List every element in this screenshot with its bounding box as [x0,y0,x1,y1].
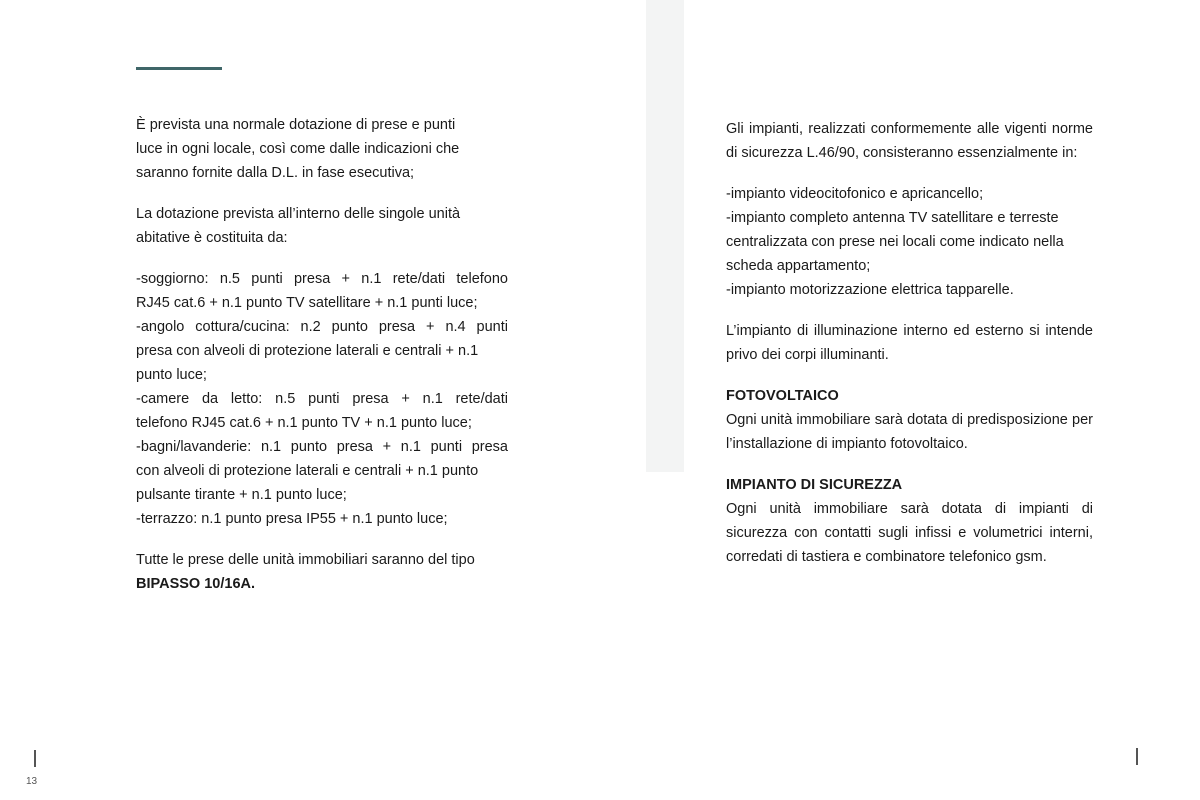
list-item: -angolo cottura/cucina: n.2 punto presa + n.4 punti [136,319,508,335]
prese-paragraph [136,548,508,596]
list-item: scheda appartamento; [726,258,871,274]
page-marker-left [34,750,36,767]
list-item: pulsante tirante + n.1 punto luce; [136,487,347,503]
list-item: RJ45 cat.6 + n.1 punto TV satellitare + n.1 punti luce; [136,295,478,311]
list-item: -impianto completo antenna TV satellitare e terreste [726,210,1059,226]
impianti-intro-paragraph: Gli impianti, realizzati conformemente alle vigenti norme di sicurezza L.46/90, consisteranno essenzialmente in: [726,121,1093,161]
right-column [726,117,1093,586]
list-item: -impianto motorizzazione elettrica tapparelle. [726,282,1014,298]
list-item: telefono RJ45 cat.6 + n.1 punto TV + n.1 punto luce; [136,415,472,431]
list-item: centralizzata con prese nei locali come indicato nella [726,234,1064,250]
sicurezza-text: Ogni unità immobiliare sarà dotata di impianti di sicurezza con contatti sugli infissi e volumetrici interni, corredati di tastiera e combinatore telefonico gsm. [726,501,1093,565]
text-line: saranno fornite dalla D.L. in fase esecutiva; [136,165,415,181]
text-line: abitative è costituita da: [136,230,288,246]
left-column [136,113,508,596]
sicurezza-heading: IMPIANTO DI SICUREZZA [726,477,903,493]
accent-rule [136,67,222,70]
page-number: 13 [26,776,38,787]
text-line: La dotazione prevista all’interno delle singole unità [136,206,461,222]
list-item: con alveoli di protezione laterali e centrali + n.1 punto [136,463,479,479]
page-gutter-band [646,0,684,472]
page-marker-right [1136,748,1138,765]
sicurezza-section [726,473,1093,569]
text-line: luce in ogni locale, così come dalle indicazioni che [136,141,460,157]
list-item: -camere da letto: n.5 punti presa + n.1 rete/dati [136,391,508,407]
room-outlets-list [136,267,508,531]
list-item: punto luce; [136,367,207,383]
list-item: -soggiorno: n.5 punti presa + n.1 rete/dati telefono [136,271,508,287]
fotovoltaico-text: Ogni unità immobiliare sarà dotata di predisposizione per l’installazione di impianto fotovoltaico. [726,412,1093,452]
fotovoltaico-heading: FOTOVOLTAICO [726,388,839,404]
text-line: Tutte le prese delle unità immobiliari saranno del tipo [136,552,475,568]
text-line: È prevista una normale dotazione di prese e punti [136,117,456,133]
illuminazione-paragraph: L’impianto di illuminazione interno ed esterno si intende privo dei corpi illuminanti. [726,323,1093,363]
list-item: -impianto videocitofonico e apricancello; [726,186,984,202]
list-item: -terrazzo: n.1 punto presa IP55 + n.1 punto luce; [136,511,448,527]
fotovoltaico-section [726,384,1093,456]
dotazione-paragraph [136,202,508,250]
intro-paragraph [136,113,508,185]
list-item: -bagni/lavanderie: n.1 punto presa + n.1 punti presa [136,439,508,455]
list-item: presa con alveoli di protezione laterali e centrali + n.1 [136,343,479,359]
impianti-list [726,182,1093,302]
prese-type-label: BIPASSO 10/16A. [136,576,256,592]
